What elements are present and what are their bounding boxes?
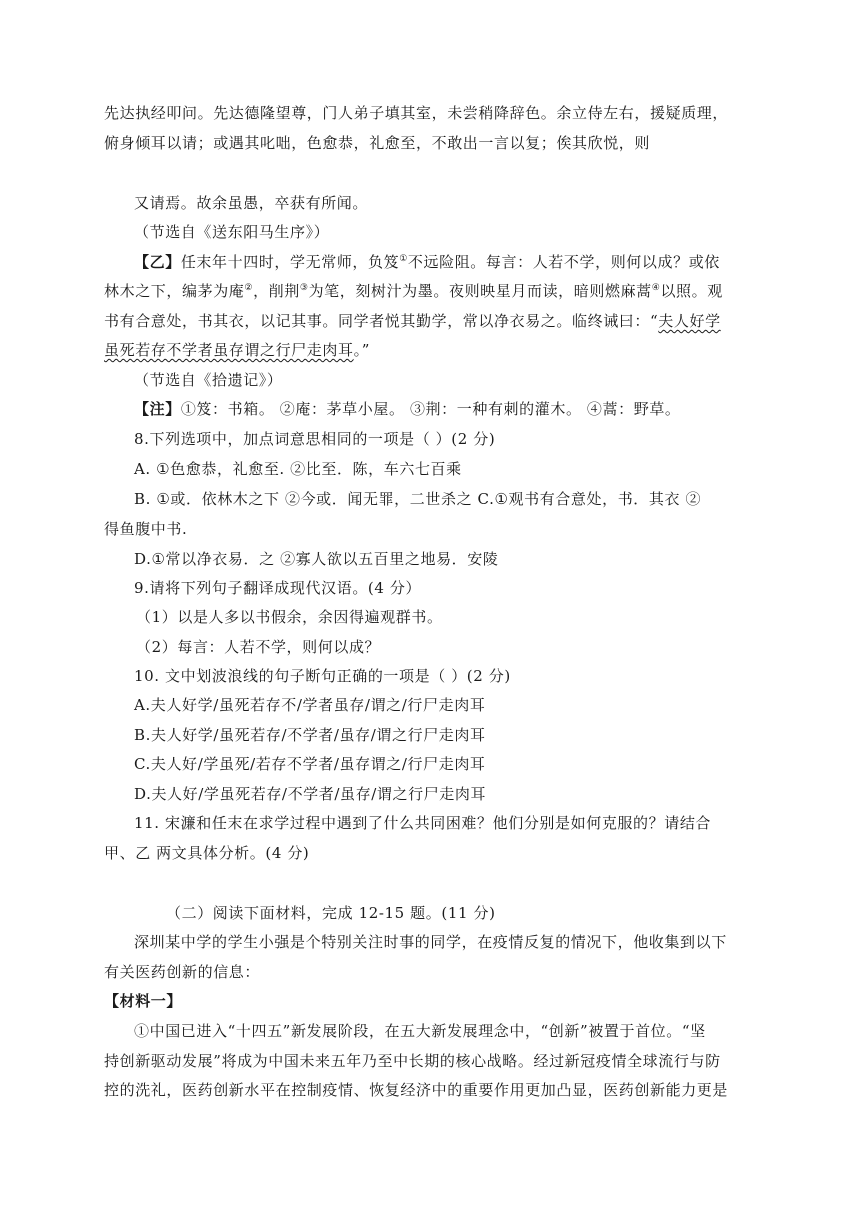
passage-b-text: 林木之下，编茅为庵: [104, 282, 245, 300]
question-10-option-a: A.夫人好学/虽死若存不/学者虽存/谓之/行尸走肉耳: [134, 696, 486, 714]
passage-b-text: 为笔，刻树汁为墨。夜则映星月而读，暗则燃麻蒿: [308, 282, 652, 300]
passage-a-line-3: 又请焉。故余虽愚，卒获有所闻。: [134, 194, 369, 212]
section-2-heading: （二）阅读下面材料，完成 12-15 题。(11 分): [166, 904, 496, 922]
material-1-line-2: 持创新驱动发展”将成为中国未来五年乃至中长期的核心战略。经过新冠疫情全球流行与防: [104, 1052, 721, 1070]
passage-b-text: 。”: [353, 341, 370, 359]
note-marker: ④: [651, 283, 661, 293]
section-2-intro-2: 有关医药创新的信息：: [104, 963, 261, 981]
material-1-line-3: 控的洗礼，医药创新水平在控制疫情、恢复经济中的重要作用更加凸显，医药创新能力更是: [104, 1081, 729, 1099]
material-1-label: 【材料一】: [104, 992, 183, 1010]
passage-b-line-3: [104, 311, 744, 331]
passage-b-text: 以照。观: [660, 282, 723, 300]
wavy-underlined-sentence: 虽死若存不学者虽存谓之行尸走肉耳: [104, 341, 354, 359]
question-8-option-d: D.①常以净衣易．之 ②寡人欲以五百里之地易．安陵: [134, 550, 499, 568]
question-8-stem: 8.下列选项中，加点词意思相同的一项是（ ）(2 分): [134, 430, 496, 448]
question-9-stem: 9.请将下列句子翻译成现代汉语。(4 分）: [134, 579, 422, 597]
note-marker: ①: [399, 254, 408, 264]
material-1-line-1: ①中国已进入“十四五”新发展阶段，在五大新发展理念中，“创新”被置于首位。“坚: [134, 1022, 706, 1040]
passage-b-text: 书有合意处，书其衣，以记其事。同学者悦其勤学，常以净衣易之。临终诫曰：“: [104, 312, 659, 330]
passage-b-text: ，削荆: [253, 282, 300, 300]
question-10-option-c: C.夫人好/学虽死/若存不学者/虽存谓之/行尸走肉耳: [134, 755, 486, 773]
section-2-intro-1: 深圳某中学的学生小强是个特别关注时事的同学，在疫情反复的情况下，他收集到以下: [134, 933, 727, 951]
question-10-option-b: B.夫人好学/虽死若存/不学者/虽存/谓之行尸走肉耳: [134, 726, 486, 744]
passage-b-source: （节选自《拾遗记》）: [134, 371, 283, 389]
question-8-option-a: A. ①色愈恭，礼愈至. ②比至．陈，车六七百乘: [134, 460, 462, 478]
question-11-line-1: 11. 宋濂和任末在求学过程中遇到了什么共同困难？他们分别是如何克服的？请结合: [134, 814, 712, 832]
notes-text: ①笈：书箱。 ②庵：茅草小屋。 ③荆：一种有刺的灌木。 ④蒿：野草。: [180, 400, 681, 418]
wavy-underlined-sentence: 夫人好学: [658, 312, 721, 330]
passage-b-label: 【乙】: [134, 253, 181, 271]
notes-label: 【注】: [134, 400, 181, 418]
passage-b-text: 任末年十四时，学无常师，负笈: [180, 253, 400, 271]
question-8-option-b: B. ①或．依林木之下 ②今或．闻无罪，二世杀之 C.①观书有合意处，书．其衣 ②: [134, 490, 702, 508]
question-11-line-2: 甲、乙 两文具体分析。(4 分): [104, 844, 310, 862]
passage-a-source: （节选自《送东阳马生序》）: [134, 223, 330, 241]
passage-b-line-1: [134, 252, 774, 272]
note-marker: ②: [244, 283, 254, 293]
passage-b-text: 不远险阻。每言：人若不学，则何以成？或依: [407, 253, 720, 271]
question-10-option-d: D.夫人好/学虽死若存/不学者/虽存/谓之行尸走肉耳: [134, 785, 487, 803]
passage-a-line-1: 先达执经叩问。先达德隆望尊，门人弟子填其室，未尝稍降辞色。余立侍左右，援疑质理，: [104, 104, 729, 122]
question-9-sentence-1: （1）以是人多以书假余，余因得遍观群书。: [136, 608, 443, 626]
notes-line: [134, 399, 774, 419]
passage-b-line-2: [104, 281, 744, 301]
passage-a-line-2: 俯身倾耳以请；或遇其叱咄，色愈恭，礼愈至，不敢出一言以复；俟其欣悦，则: [104, 134, 651, 152]
note-marker: ③: [299, 283, 309, 293]
question-8-option-b-cont: 得鱼腹中书.: [104, 520, 188, 538]
passage-b-line-4: [104, 340, 744, 360]
question-9-sentence-2: （2）每言：人若不学，则何以成？: [136, 638, 381, 656]
question-10-stem: 10. 文中划波浪线的句子断句正确的一项是（ ）(2 分): [134, 667, 511, 685]
